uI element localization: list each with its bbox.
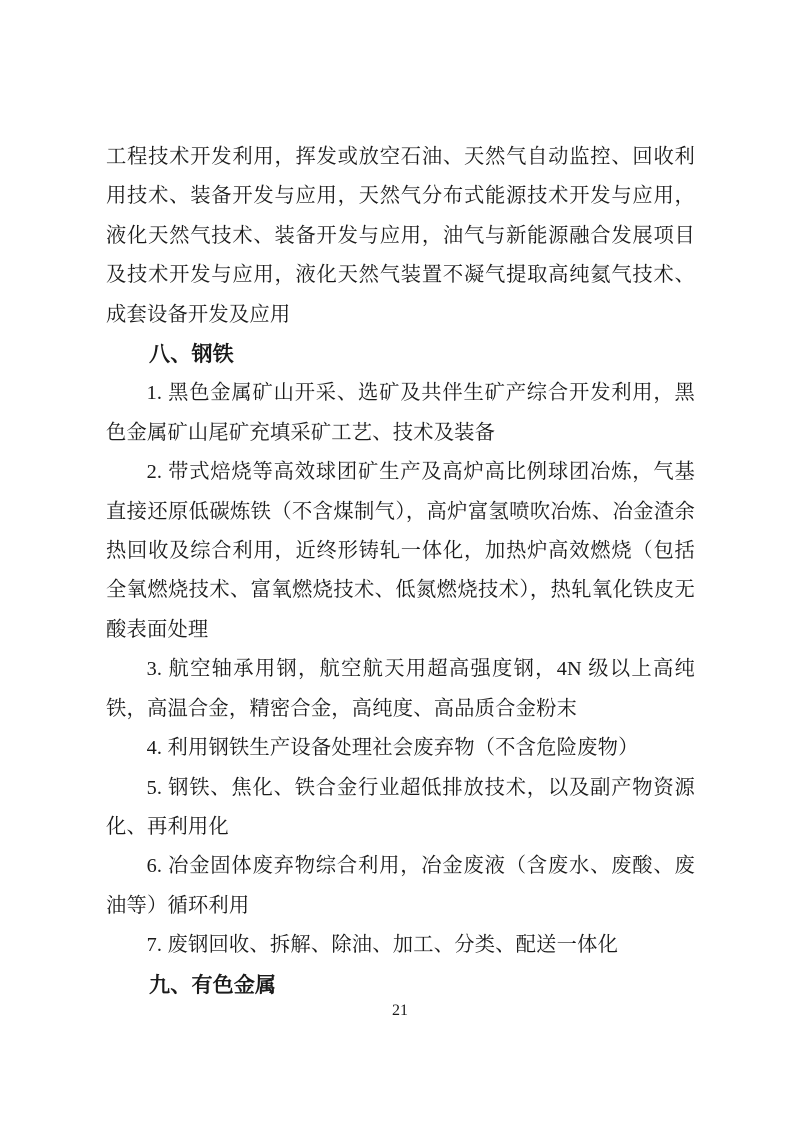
list-item-steel-2: 2. 带式焙烧等高效球团矿生产及高炉高比例球团冶炼，气基直接还原低碳炼铁（不含煤制气），高炉富氢喷吹冶炼、冶金渣余热回收及综合利用，近终形铸轧一体化，加热炉高效燃烧（包括全氧燃烧技术、富氧燃烧技术、低氮燃烧技术），热轧氧化铁皮无酸表面处理	[106, 461, 695, 641]
section-heading-nonferrous-metals: 九、有色金属	[149, 973, 277, 997]
list-item-steel-3: 3. 航空轴承用钢，航空航天用超高强度钢，4N 级以上高纯铁，高温合金，精密合金，高纯度、高品质合金粉末	[106, 658, 695, 720]
list-item-steel-7: 7. 废钢回收、拆解、除油、加工、分类、配送一体化	[146, 934, 619, 957]
list-item-steel-6: 6. 冶金固体废弃物综合利用，冶金废液（含废水、废酸、废油等）循环利用	[106, 855, 695, 917]
page-text-block	[106, 138, 695, 1005]
paragraph-oil-gas-continuation: 工程技术开发利用，挥发或放空石油、天然气自动监控、回收利用技术、装备开发与应用，天然气分布式能源技术开发与应用，液化天然气技术、装备开发与应用，油气与新能源融合发展项目及技术开发与应用，液化天然气装置不凝气提取高纯氦气技术、成套设备开发及应用	[106, 146, 695, 326]
list-item-steel-4: 4. 利用钢铁生产设备处理社会废弃物（不含危险废物）	[146, 737, 639, 760]
section-heading-steel: 八、钢铁	[149, 343, 234, 367]
page-number: 21	[392, 1002, 408, 1019]
list-item-steel-5: 5. 钢铁、焦化、铁合金行业超低排放技术，以及副产物资源化、再利用化	[106, 776, 695, 838]
list-item-steel-1: 1. 黑色金属矿山开采、选矿及共伴生矿产综合开发利用，黑色金属矿山尾矿充填采矿工艺、技术及装备	[106, 382, 695, 444]
